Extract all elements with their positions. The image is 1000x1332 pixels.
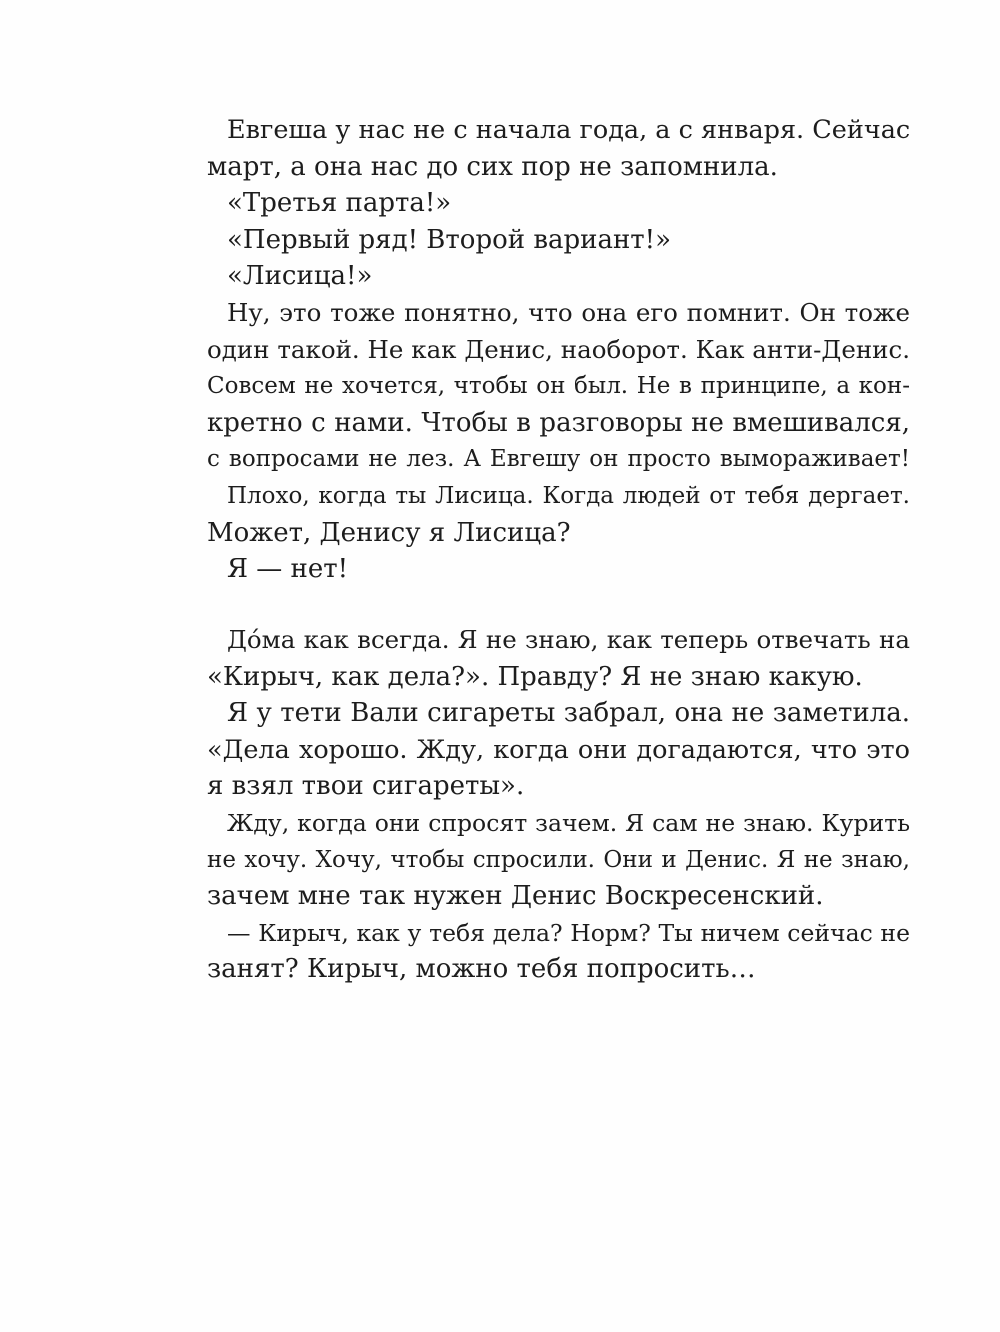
text-line: «Кирыч, как дела?». Правду? Я не знаю какую.	[207, 661, 863, 692]
text-line: Ну, это тоже понятно, что она его помнит. Он тоже	[227, 297, 910, 327]
text-line: Плохо, когда ты Лисица. Когда людей от тебя дергает.	[227, 482, 910, 509]
text-line: Жду, когда они спросят зачем. Я сам не знаю. Курить	[227, 808, 910, 837]
text-line: кретно с нами. Чтобы в разговоры не вмешивался,	[207, 407, 910, 438]
text-line: «Лисица!»	[227, 261, 373, 292]
text-line: До́ма как всегда. Я не знаю, как теперь отвечать на	[227, 625, 910, 654]
text-line: март, а она нас до сих пор не запомнила.	[207, 151, 778, 182]
text-line: Совсем не хочется, чтобы он был. Не в принципе, а кон-	[207, 373, 910, 400]
text-line: не хочу. Хочу, чтобы спросили. Они и Денис. Я не знаю,	[207, 846, 910, 873]
text-line: один такой. Не как Денис, наоборот. Как анти-Денис.	[207, 334, 910, 364]
text-line: занят? Кирыч, можно тебя попросить…	[207, 954, 756, 985]
text-line: я взял твои сигареты».	[207, 771, 525, 802]
text-line: зачем мне так нужен Денис Воскресенский.	[207, 881, 824, 912]
text-line: «Первый ряд! Второй вариант!»	[227, 224, 672, 255]
text-line: Я — нет!	[227, 554, 349, 585]
text-line: «Дела хорошо. Жду, когда они догадаются, что это	[207, 734, 910, 765]
text-line: Может, Денису я Лисица?	[207, 517, 571, 548]
text-line: — Кирыч, как у тебя дела? Норм? Ты ничем сейчас не	[227, 918, 910, 947]
text-section-1	[207, 112, 910, 588]
text-section-2	[207, 622, 910, 988]
text-line: Евгеша у нас не с начала года, а с января. Сейчас	[227, 115, 911, 145]
text-line: Я у тети Вали сигареты забрал, она не заметила.	[227, 698, 910, 729]
text-line: с вопросами не лез. А Евгешу он просто вымораживает!	[207, 446, 910, 473]
text-line: «Третья парта!»	[227, 188, 452, 219]
